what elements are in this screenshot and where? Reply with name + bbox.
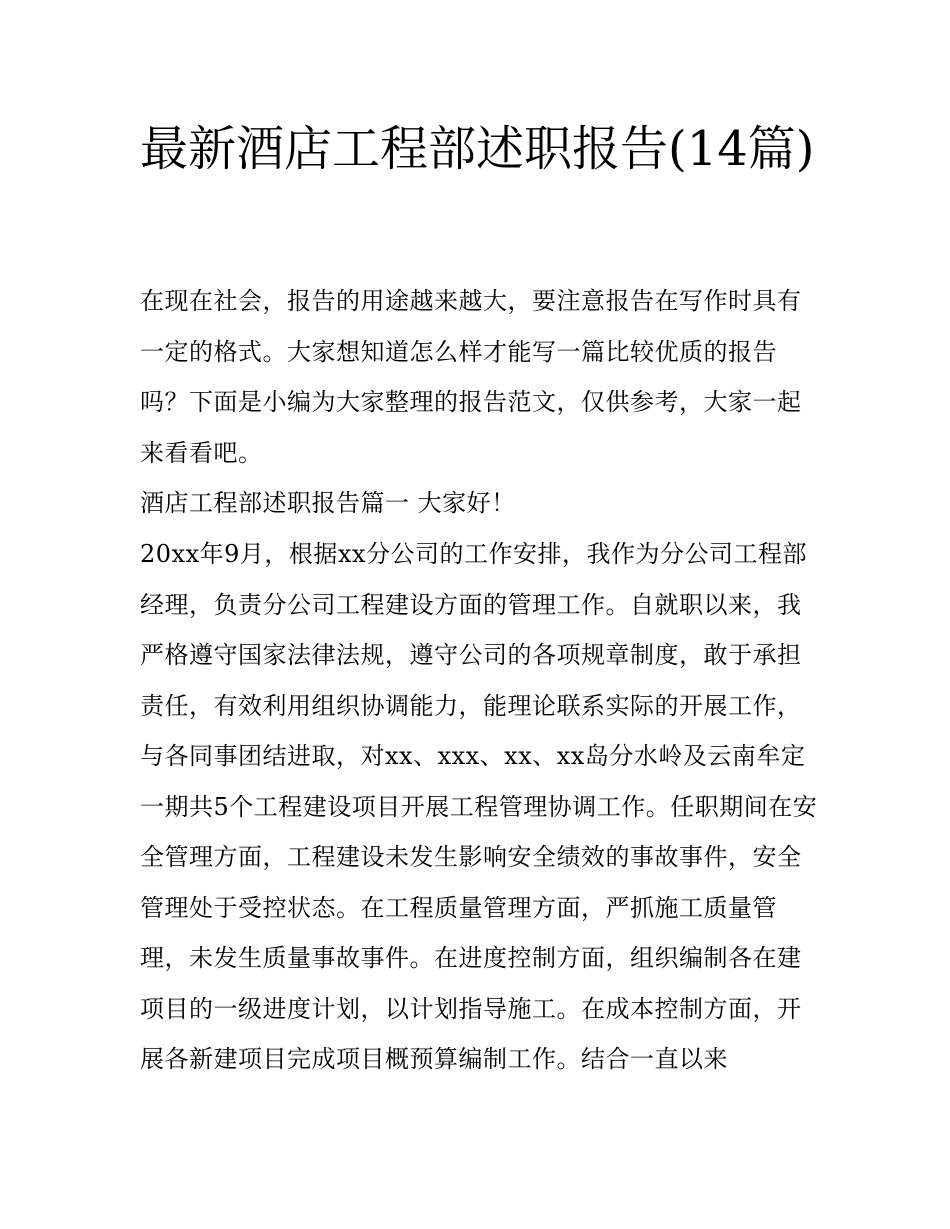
section-heading-paragraph: 酒店工程部述职报告篇一 大家好！	[140, 489, 516, 517]
intro-paragraph: 在现在社会，报告的用途越来越大，要注意报告在写作时具有一定的格式。大家想知道怎么样才能写一篇比较优质的报告吗？下面是小编为大家整理的报告范文，仅供参考，大家一起来看看吧。	[140, 287, 802, 467]
document-title: 最新酒店工程部述职报告(14篇)	[140, 121, 815, 177]
body-paragraph: 20xx年9月，根据xx分公司的工作安排，我作为分公司工程部经理，负责分公司工程建设方面的管理工作。自就职以来，我严格遵守国家法律法规，遵守公司的各项规章制度，敢于承担责任，有效利用组织协调能力，能理论联系实际的开展工作，与各同事团结进取，对xx、xxx、xx、xx岛分水岭及云南牟定一期共5个工程建设项目开展工程管理协调工作。任职期间在安全管理方面，工程建设未发生影响安全绩效的事故事件，安全管理处于受控状态。在工程质量管理方面，严抓施工质量管理，未发生质量事故事件。在进度控制方面，组织编制各在建项目的一级进度计划，以计划指导施工。在成本控制方面，开展各新建项目完成项目概预算编制工作。结合一直以来	[140, 540, 818, 1073]
